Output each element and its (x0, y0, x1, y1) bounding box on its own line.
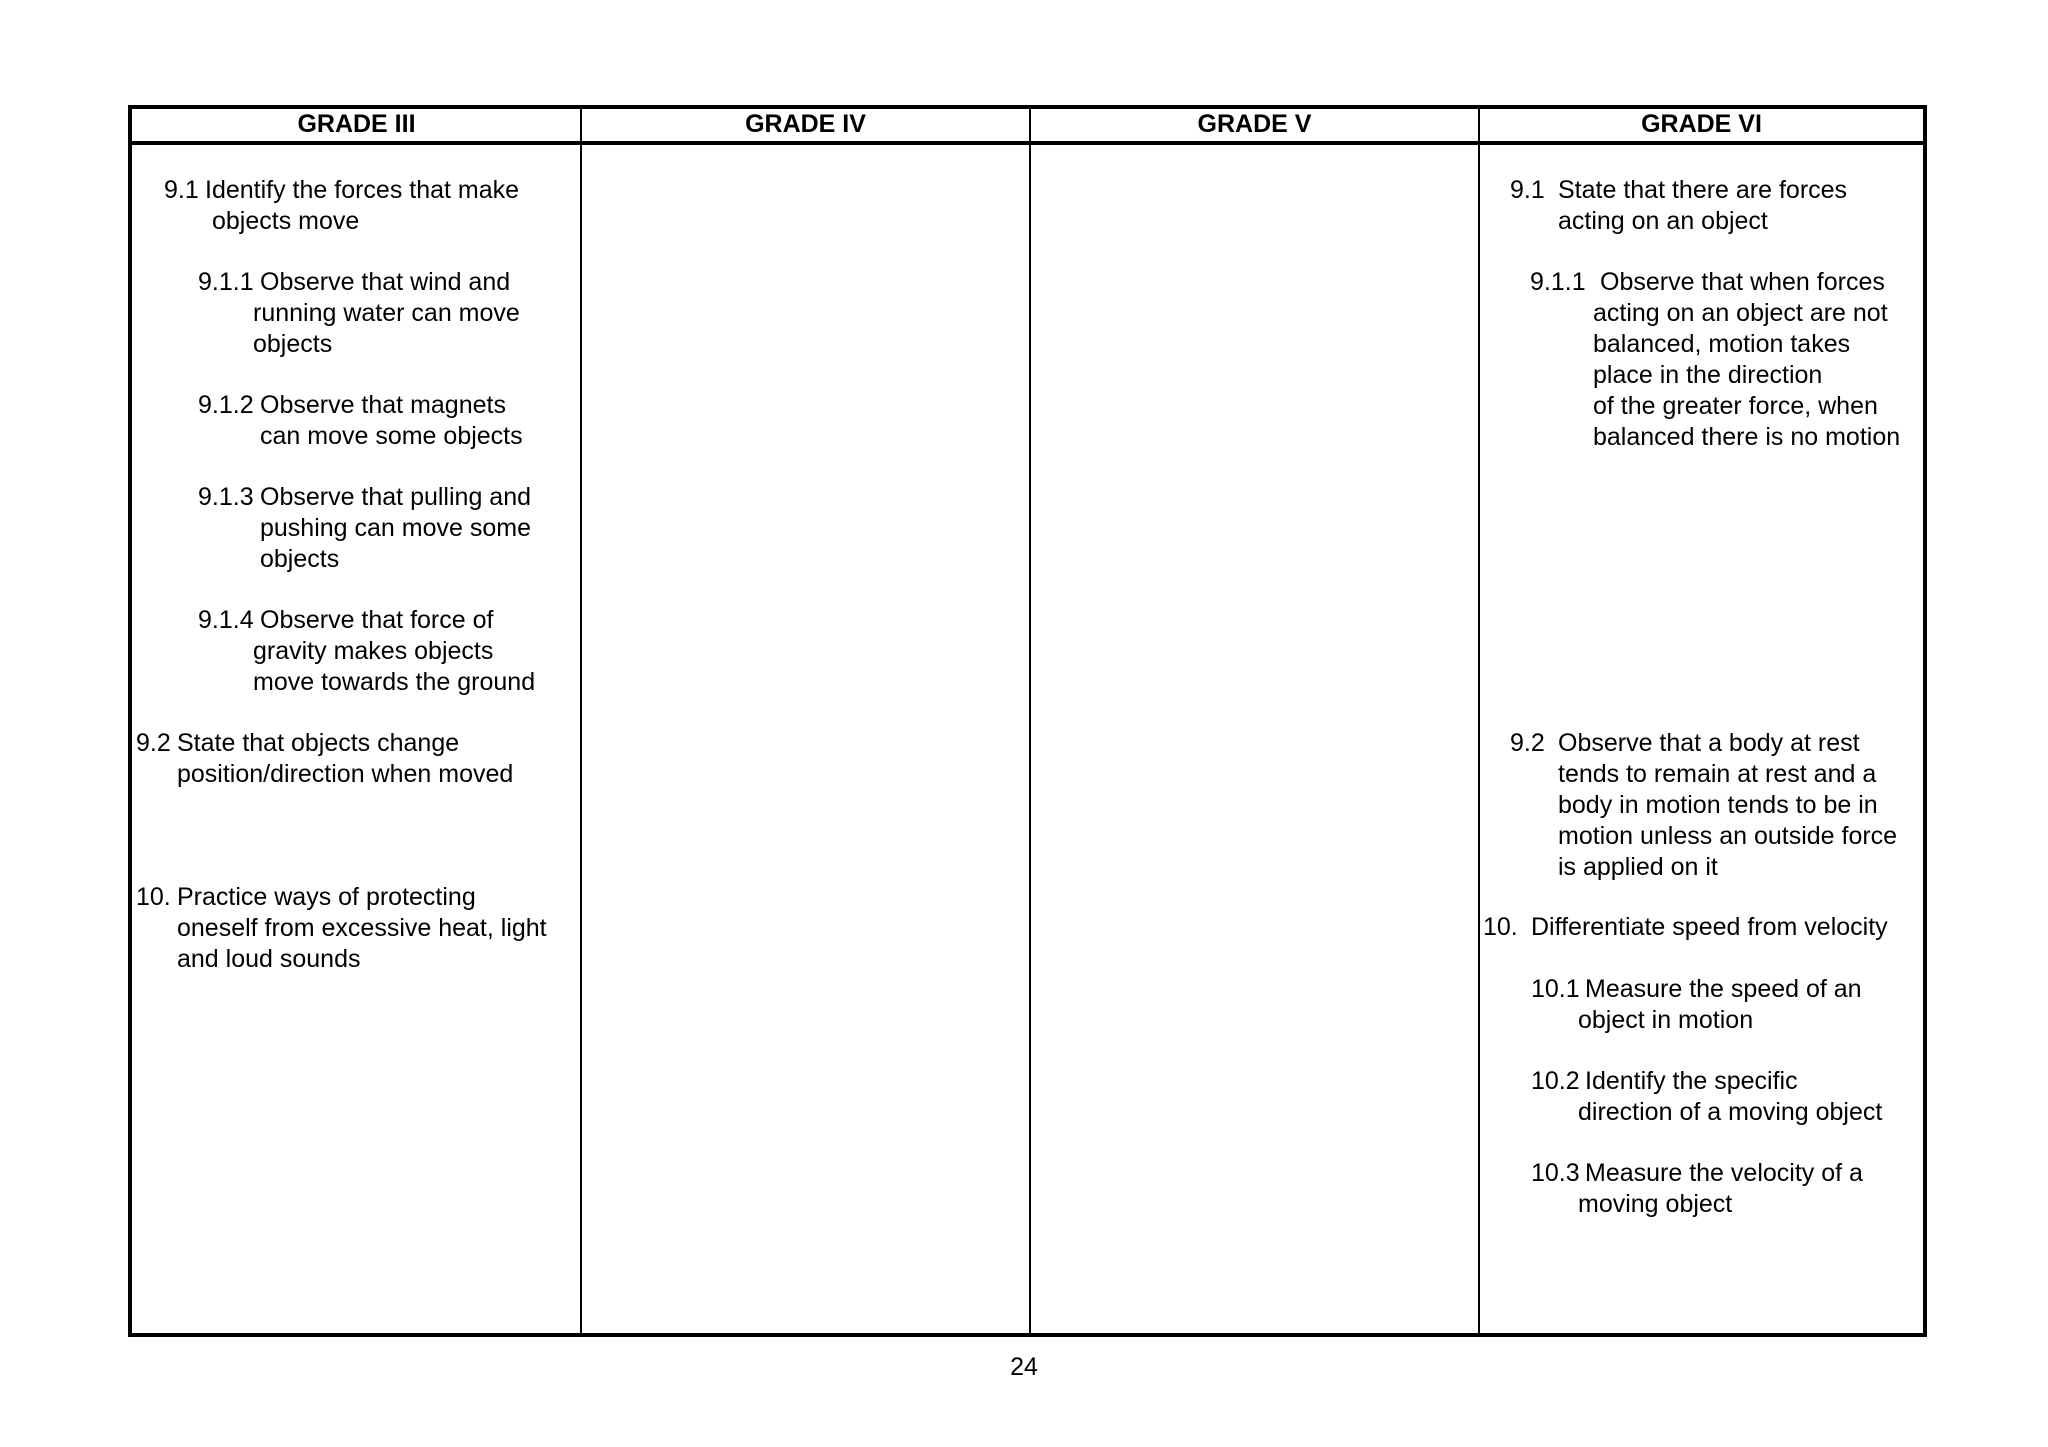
item-number: 9.1.2 (198, 391, 254, 419)
grade6-item-10-1 (1531, 974, 1862, 1036)
column-divider (1029, 109, 1031, 1333)
item-text-line: State that there are forces (1558, 176, 1848, 204)
grade6-item-9-1 (1510, 175, 1847, 237)
item-text-line: acting on an object (1558, 207, 1768, 235)
column-divider (580, 109, 582, 1333)
item-text-line: gravity makes objects (253, 637, 494, 665)
item-number: 9.1 (164, 176, 199, 204)
item-number: 9.1.3 (198, 483, 254, 511)
item-text-line: and loud sounds (177, 945, 361, 973)
header-grade-iv: GRADE IV (745, 110, 866, 138)
item-text-line: can move some objects (260, 422, 523, 450)
item-number: 10. (136, 883, 171, 911)
item-text-line: Observe that a body at rest (1558, 729, 1860, 757)
grade3-item-9-1-2 (198, 390, 523, 452)
item-text-line: Observe that force of (260, 606, 494, 634)
item-text-line: balanced, motion takes (1593, 330, 1851, 358)
item-number: 10.2 (1531, 1067, 1580, 1095)
item-text-line: direction of a moving object (1578, 1098, 1883, 1126)
item-number: 9.1.1 (198, 268, 254, 296)
item-text-line: Observe that pulling and (260, 483, 532, 511)
page-number: 24 (1010, 1353, 1038, 1381)
item-number: 10. (1483, 913, 1518, 941)
item-text-line: Observe that wind and (260, 268, 511, 296)
table-header-row (132, 109, 1923, 145)
item-number: 9.2 (1510, 729, 1545, 757)
item-number: 9.1.4 (198, 606, 254, 634)
item-number: 9.1 (1510, 176, 1545, 204)
item-text-line: Observe that when forces (1600, 268, 1885, 296)
column-divider (1478, 109, 1480, 1333)
grade6-item-9-1-1 (1530, 267, 1900, 453)
item-text-line: Identify the forces that make (205, 176, 520, 204)
item-text-line: move towards the ground (253, 668, 536, 696)
grade3-item-9-2 (136, 728, 513, 790)
item-text-line: objects (260, 545, 340, 573)
item-text-line: Identify the specific (1585, 1067, 1798, 1095)
item-text-line: oneself from excessive heat, light (177, 914, 547, 942)
item-text-line: position/direction when moved (177, 760, 514, 788)
item-text-line: Observe that magnets (260, 391, 506, 419)
item-number: 10.3 (1531, 1159, 1580, 1187)
item-text-line: Measure the speed of an (1585, 975, 1862, 1003)
item-text-line: Differentiate speed from velocity (1531, 913, 1888, 941)
header-grade-v: GRADE V (1197, 110, 1312, 138)
grade6-item-10-2 (1531, 1066, 1882, 1128)
item-text-line: of the greater force, when (1593, 392, 1878, 420)
item-number: 10.1 (1531, 975, 1580, 1003)
item-text-line: body in motion tends to be in (1558, 791, 1878, 819)
item-text-line: Measure the velocity of a (1585, 1159, 1863, 1187)
item-text-line: object in motion (1578, 1006, 1754, 1034)
grade3-item-9-1-4 (198, 605, 535, 698)
item-text-line: objects move (212, 207, 360, 235)
grade3-item-9-1-1 (198, 267, 520, 360)
curriculum-table (128, 105, 1927, 1337)
grade3-item-9-1-3 (198, 482, 531, 575)
grade6-item-9-2 (1510, 728, 1897, 883)
grade3-item-9-1 (164, 175, 519, 237)
grade3-item-10 (136, 882, 547, 975)
item-text-line: State that objects change (177, 729, 460, 757)
grade6-item-10 (1483, 912, 1888, 943)
item-text-line: objects (253, 330, 333, 358)
item-text-line: tends to remain at rest and a (1558, 760, 1877, 788)
item-text-line: moving object (1578, 1190, 1733, 1218)
item-number: 9.1.1 (1530, 268, 1586, 296)
header-grade-vi: GRADE VI (1641, 110, 1762, 138)
item-text-line: running water can move (253, 299, 520, 327)
item-text-line: balanced there is no motion (1593, 423, 1901, 451)
item-number: 9.2 (136, 729, 171, 757)
item-text-line: pushing can move some (260, 514, 531, 542)
grade6-item-10-3 (1531, 1158, 1863, 1220)
header-grade-iii: GRADE III (297, 110, 416, 138)
item-text-line: motion unless an outside force (1558, 822, 1898, 850)
item-text-line: acting on an object are not (1593, 299, 1888, 327)
item-text-line: is applied on it (1558, 853, 1718, 881)
item-text-line: Practice ways of protecting (177, 883, 476, 911)
item-text-line: place in the direction (1593, 361, 1823, 389)
